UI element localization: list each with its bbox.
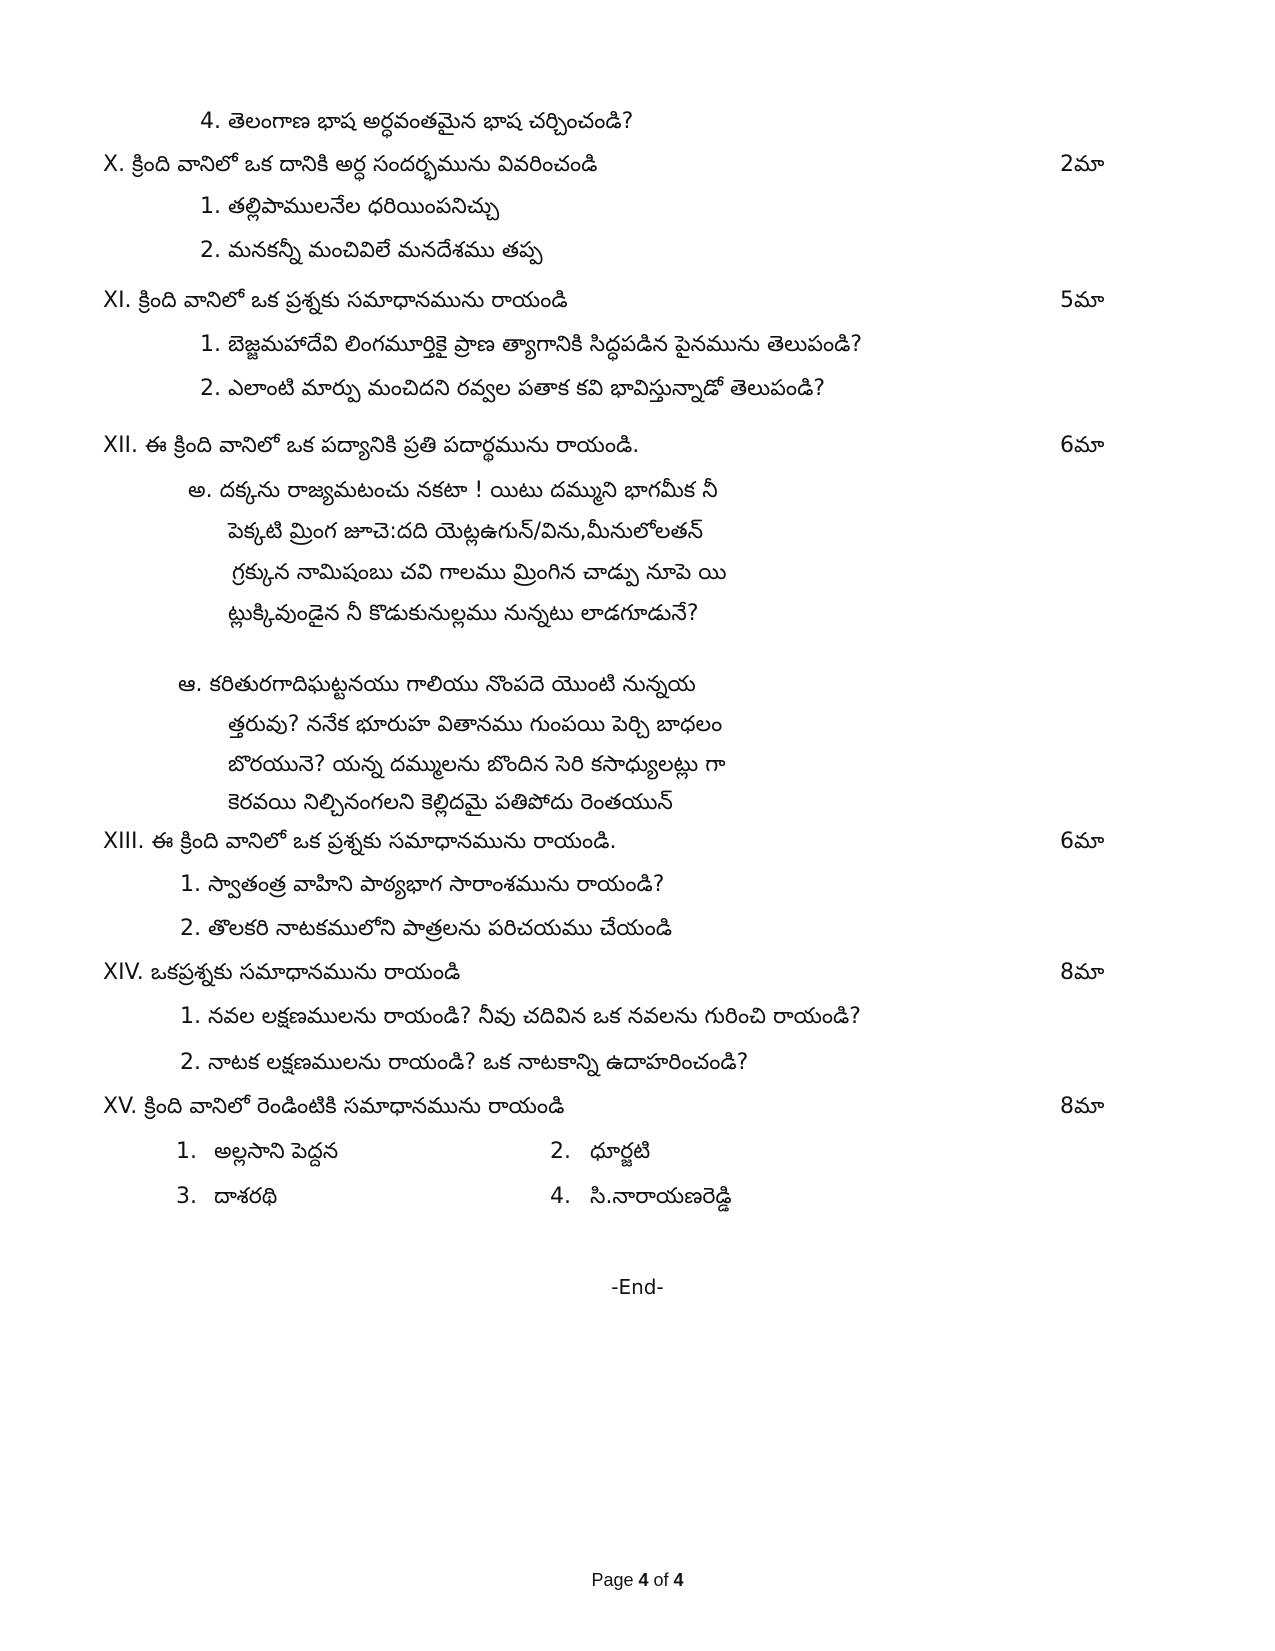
page-number-footer <box>0 1570 1275 1591</box>
end-marker: -End- <box>611 1275 664 1299</box>
footer-middle: of <box>648 1570 674 1590</box>
q15-option-3-number: 3. <box>176 1184 197 1209</box>
q11-item-1: 1. బెజ్జమహాదేవి లింగమూర్తికై ప్రాణ త్యాగానికి సిద్ధపడిన పైనమును తెలుపండి? <box>200 332 863 357</box>
q12-poem-b-line-3: బొరయునె? యన్న దమ్ములను బొందిన సెరి కసాధ్యులట్లు గా <box>228 752 726 777</box>
q12-poem-a-line-2: పెక్కటి మ్రింగ జూచె:దది యెట్లఉగున్/విను,మీనులోలతన్ <box>228 519 704 544</box>
q15-title: XV. క్రింది వానిలో రెండింటికి సమాధానమును రాయండి <box>103 1094 565 1119</box>
q15-option-1-number: 1. <box>176 1139 197 1164</box>
q12-poem-a-line-3: గ్రక్కున నామిషంబు చవి గాలము మ్రింగిన చాడ్పు నూపె యి <box>232 560 727 585</box>
q15-option-1: అల్లసాని పెద్దన <box>214 1139 339 1164</box>
q10-item-2: 2. మనకన్నీ మంచివిలే మనదేశము తప్ప <box>200 238 543 263</box>
q12-poem-b-line-2: త్తరువు? ననేక భూరుహ వితానము గుంపయి పెర్చి బాధలం <box>228 712 723 737</box>
q12-marks: 6మా <box>1060 433 1105 458</box>
q13-marks: 6మా <box>1060 829 1105 854</box>
q12-poem-b-line-4: కెరవయి నిల్చినంగలని కెల్లిదమై పతిపోదు రెంతయున్ <box>228 790 673 815</box>
q15-option-3: దాశరథి <box>214 1184 278 1209</box>
q14-title: XIV. ఒకప్రశ్నకు సమాధానమును రాయండి <box>103 960 461 985</box>
q10-marks: 2మా <box>1060 152 1105 177</box>
footer-total-pages: 4 <box>673 1570 684 1590</box>
q14-item-2: 2. నాటక లక్షణములను రాయండి? ఒక నాటకాన్ని ఉదాహరించండి? <box>180 1050 749 1075</box>
q12-poem-a-line-4: ట్లుక్కివుండైన నీ కొడుకునుల్లము నున్నటు లాడగూడునే? <box>228 601 699 626</box>
q12-title: XII. ఈ క్రింది వానిలో ఒక పద్యానికి ప్రతి పదార్థమును రాయండి. <box>103 433 640 458</box>
q13-title: XIII. ఈ క్రింది వానిలో ఒక ప్రశ్నకు సమాధానమును రాయండి. <box>103 829 617 854</box>
q11-title: XI. క్రింది వానిలో ఒక ప్రశ్నకు సమాధానమును రాయండి <box>103 288 568 313</box>
q15-option-2: ధూర్జటి <box>590 1139 651 1164</box>
q15-option-4-number: 4. <box>550 1184 571 1209</box>
q11-marks: 5మా <box>1060 288 1105 313</box>
footer-current-page: 4 <box>638 1570 649 1590</box>
q10-title: X. క్రింది వానిలో ఒక దానికి అర్ధ సందర్భమును వివరించండి <box>103 152 598 177</box>
q15-marks: 8మా <box>1060 1094 1105 1119</box>
q14-marks: 8మా <box>1060 960 1105 985</box>
q11-item-2: 2. ఎలాంటి మార్పు మంచిదని రవ్వల పతాక కవి భావిస్తున్నాడో తెలుపండి? <box>200 376 826 401</box>
q10-item-1: 1. తల్లిపాములనేల ధరియింపనిచ్చు <box>200 194 500 219</box>
q13-item-1: 1. స్వాతంత్ర వాహిని పాఠ్యభాగ సారాంశమును రాయండి? <box>180 872 665 897</box>
q12-poem-a-line-1: అ. దక్కను రాజ్యమటంచు నకటా ! యిటు దమ్ముని భాగమీక నీ <box>188 478 718 503</box>
q9-item-4: 4. తెలంగాణ భాష అర్ధవంతమైన భాష చర్చించండి? <box>200 109 634 134</box>
footer-prefix: Page <box>591 1570 639 1590</box>
q14-item-1: 1. నవల లక్షణములను రాయండి? నీవు చదివిన ఒక నవలను గురించి రాయండి? <box>180 1004 861 1029</box>
q13-item-2: 2. తొలకరి నాటకములోని పాత్రలను పరిచయము చేయండి <box>180 916 673 941</box>
q15-option-2-number: 2. <box>550 1139 571 1164</box>
q12-poem-b-line-1: ఆ. కరితురగాదిఘట్టనయు గాలియు నొంపదె యొంటి నున్నయ <box>178 672 696 697</box>
q15-option-4: సి.నారాయణరెడ్డి <box>590 1184 732 1209</box>
